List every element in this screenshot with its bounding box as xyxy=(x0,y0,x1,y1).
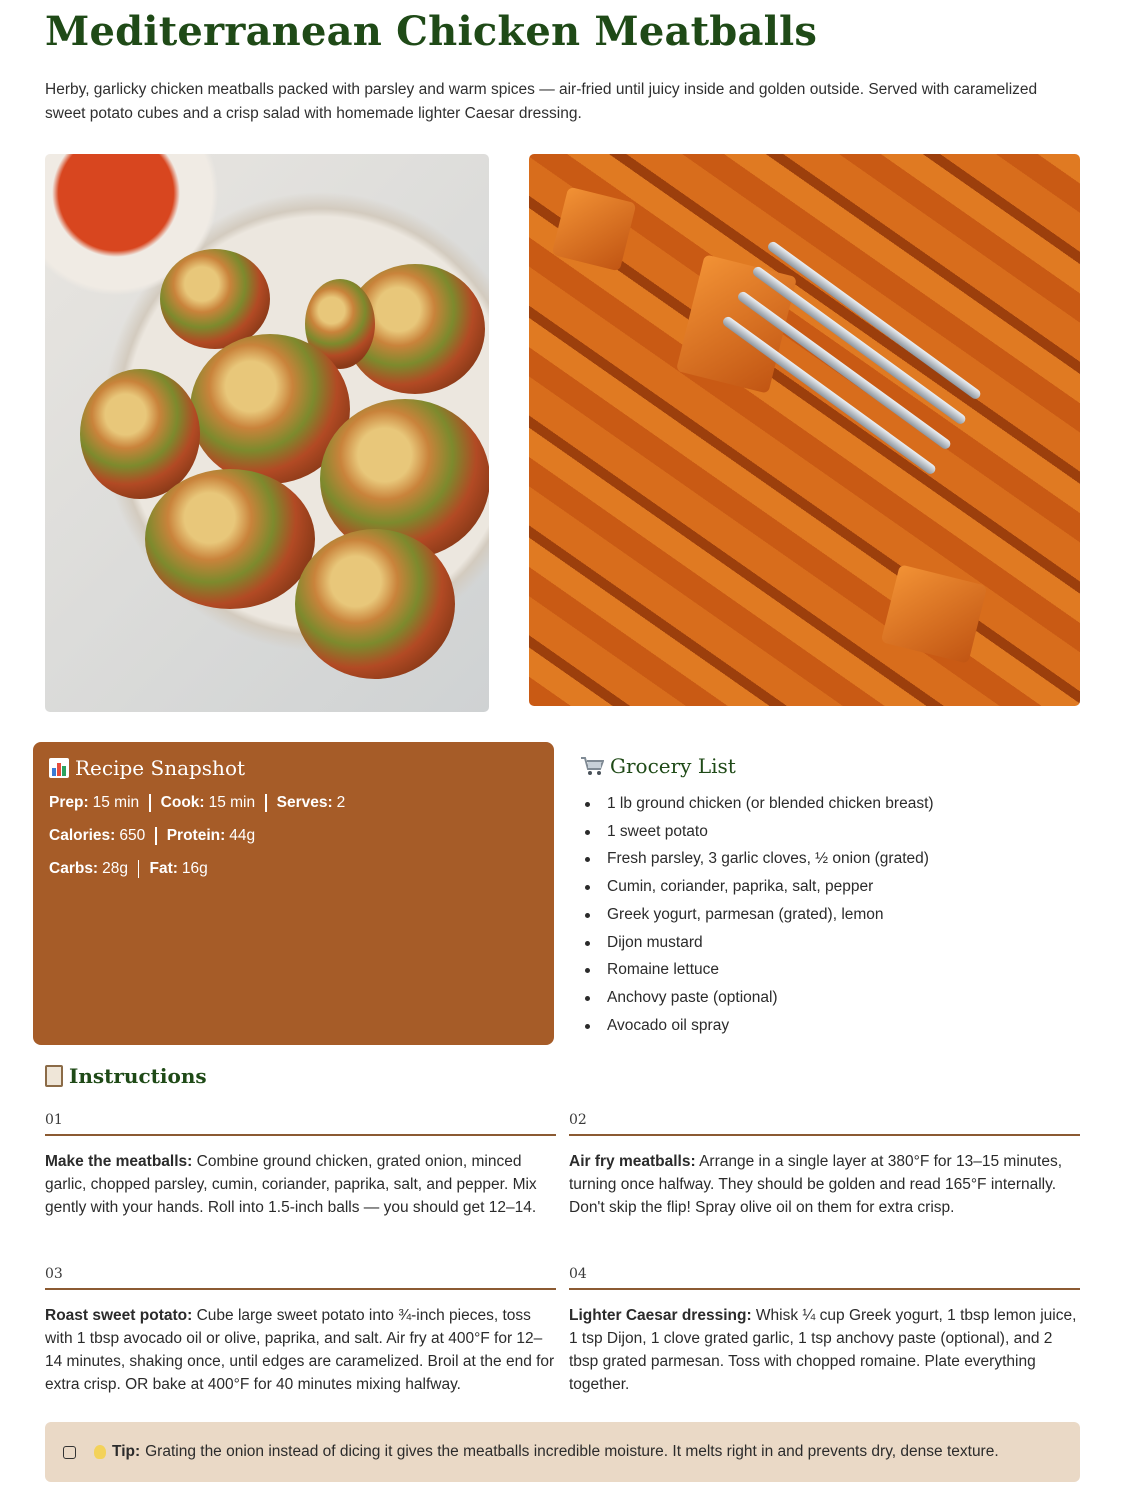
step-title: Make the meatballs: xyxy=(45,1153,193,1170)
step-text: Arrange in a single layer at 380°F for 13–15 minutes, turning once halfway. They should be golden and read 165°F internally. Don't skip the flip! Spray olive oil on them for extra crisp. xyxy=(569,1153,1062,1216)
tip-text: Grating the onion instead of dicing it gives the meatballs incredible moisture. It melts right in and prevents dry, dense texture. xyxy=(145,1443,999,1460)
fat-label: Fat: xyxy=(149,860,178,877)
grocery-heading xyxy=(580,754,1080,778)
grocery-item: Avocado oil spray xyxy=(580,1012,1080,1040)
prep-label: Prep: xyxy=(49,794,89,811)
meatballs-photo xyxy=(45,154,489,712)
cook-label: Cook: xyxy=(160,794,205,811)
lightbulb-icon xyxy=(94,1445,106,1459)
step-number: 01 xyxy=(45,1112,556,1136)
step-number: 04 xyxy=(569,1266,1080,1290)
grocery-heading-label: Grocery List xyxy=(610,754,736,778)
protein-label: Protein: xyxy=(166,827,226,844)
step-number: 02 xyxy=(569,1112,1080,1136)
bar-chart-icon xyxy=(49,758,69,778)
carbs-label: Carbs: xyxy=(49,860,99,877)
fat-value: 16g xyxy=(181,860,208,877)
step-text: Combine ground chicken, grated onion, minced garlic, chopped parsley, cumin, coriander, paprika, salt, and pepper. Mix gently with your hands. Roll into 1.5-inch balls — you should get 12–14. xyxy=(45,1153,537,1216)
instruction-step-3 xyxy=(45,1266,556,1396)
protein-value: 44g xyxy=(229,827,256,844)
serves-label: Serves: xyxy=(276,794,333,811)
sweet-potato-photo xyxy=(529,154,1080,706)
carbs-value: 28g xyxy=(102,860,128,877)
step-title: Roast sweet potato: xyxy=(45,1307,193,1324)
grocery-item: Anchovy paste (optional) xyxy=(580,984,1080,1012)
step-number: 03 xyxy=(45,1266,556,1290)
grocery-item: 1 lb ground chicken (or blended chicken breast) xyxy=(580,790,1080,818)
snapshot-heading-label: Recipe Snapshot xyxy=(75,756,246,780)
step-text: Cube large sweet potato into ¾-inch pieces, toss with 1 tbsp avocado oil or olive, paprika, and salt. Air fry at 400°F for 12–14 minutes, shaking once, until edges are caramelized. Broil at the end for extra crisp. OR bake at 400°F for 40 minutes mixing halfway. xyxy=(45,1307,555,1393)
grocery-item: 1 sweet potato xyxy=(580,818,1080,846)
note-icon xyxy=(63,1446,76,1459)
calories-value: 650 xyxy=(119,827,146,844)
instruction-step-1 xyxy=(45,1112,556,1219)
calories-label: Calories: xyxy=(49,827,116,844)
prep-value: 15 min xyxy=(92,794,140,811)
grocery-list xyxy=(580,754,1080,1039)
grocery-item: Romaine lettuce xyxy=(580,956,1080,984)
instructions-heading xyxy=(45,1064,207,1088)
instructions-heading-label: Instructions xyxy=(69,1064,207,1088)
recipe-snapshot-card xyxy=(33,742,554,1045)
grocery-item: Cumin, coriander, paprika, salt, pepper xyxy=(580,873,1080,901)
grocery-item: Fresh parsley, 3 garlic cloves, ½ onion (grated) xyxy=(580,845,1080,873)
snapshot-row-macros xyxy=(49,860,538,878)
step-title: Lighter Caesar dressing: xyxy=(569,1307,752,1324)
grocery-item: Greek yogurt, parmesan (grated), lemon xyxy=(580,901,1080,929)
cook-value: 15 min xyxy=(208,794,256,811)
step-text: Whisk ¼ cup Greek yogurt, 1 tbsp lemon juice, 1 tsp Dijon, 1 clove grated garlic, 1 tsp anchovy paste (optional), and 2 tbsp grated parmesan. Toss with chopped romaine. Plate everything together. xyxy=(569,1307,1077,1393)
grocery-item: Dijon mustard xyxy=(580,929,1080,957)
recipe-intro: Herby, garlicky chicken meatballs packed with parsley and warm spices — air-fried until juicy inside and golden outside. Served with caramelized sweet potato cubes and a crisp salad with homemade lighter Caesar dressing. xyxy=(45,81,1038,122)
snapshot-row-time xyxy=(49,794,538,812)
clipboard-icon xyxy=(45,1065,63,1087)
instruction-step-4 xyxy=(569,1266,1080,1396)
tip-label: Tip: xyxy=(112,1443,141,1460)
snapshot-row-calories xyxy=(49,827,538,845)
tip-callout xyxy=(45,1422,1080,1482)
serves-value: 2 xyxy=(336,794,346,811)
recipe-title: Mediterranean Chicken Meatballs xyxy=(45,8,818,55)
instruction-step-2 xyxy=(569,1112,1080,1219)
shopping-cart-icon xyxy=(580,755,604,777)
step-title: Air fry meatballs: xyxy=(569,1153,696,1170)
snapshot-heading xyxy=(49,756,538,780)
